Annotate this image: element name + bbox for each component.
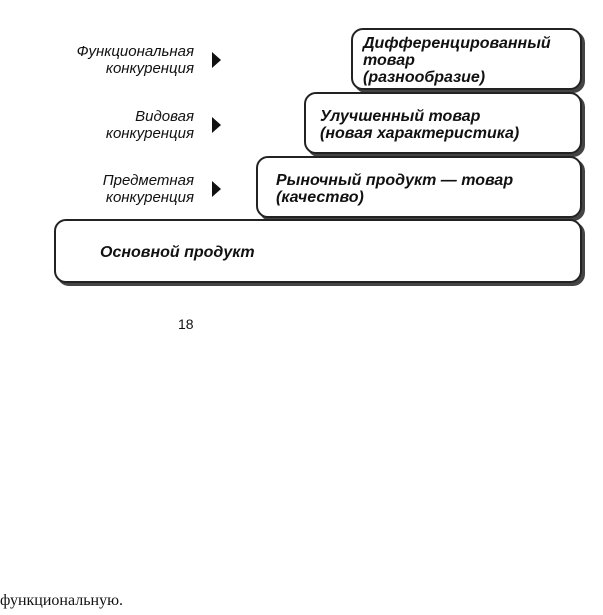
body-text-fragment: функциональную. (0, 592, 124, 609)
competition-levels-diagram (0, 0, 603, 300)
product-box-market (256, 156, 582, 218)
product-box-differentiated (351, 28, 582, 90)
page-number: 18 (178, 316, 194, 332)
triangle-right-icon (212, 117, 221, 133)
competition-label-functional: Функциональная конкуренция (76, 43, 194, 77)
triangle-right-icon (212, 181, 221, 197)
competition-label-species: Видовая конкуренция (105, 108, 194, 142)
product-label-differentiated: Дифференцированный товар (разнообразие) (363, 35, 551, 86)
product-label-improved: Улучшенный товар (новая характеристика) (320, 108, 520, 142)
product-box-improved (304, 92, 582, 154)
product-box-core (54, 219, 582, 283)
competition-label-subject: Предметная конкуренция (102, 172, 194, 206)
product-label-core: Основной продукт (100, 244, 255, 261)
product-label-market: Рыночный продукт — товар (качество) (276, 172, 514, 206)
triangle-right-icon (212, 52, 221, 68)
